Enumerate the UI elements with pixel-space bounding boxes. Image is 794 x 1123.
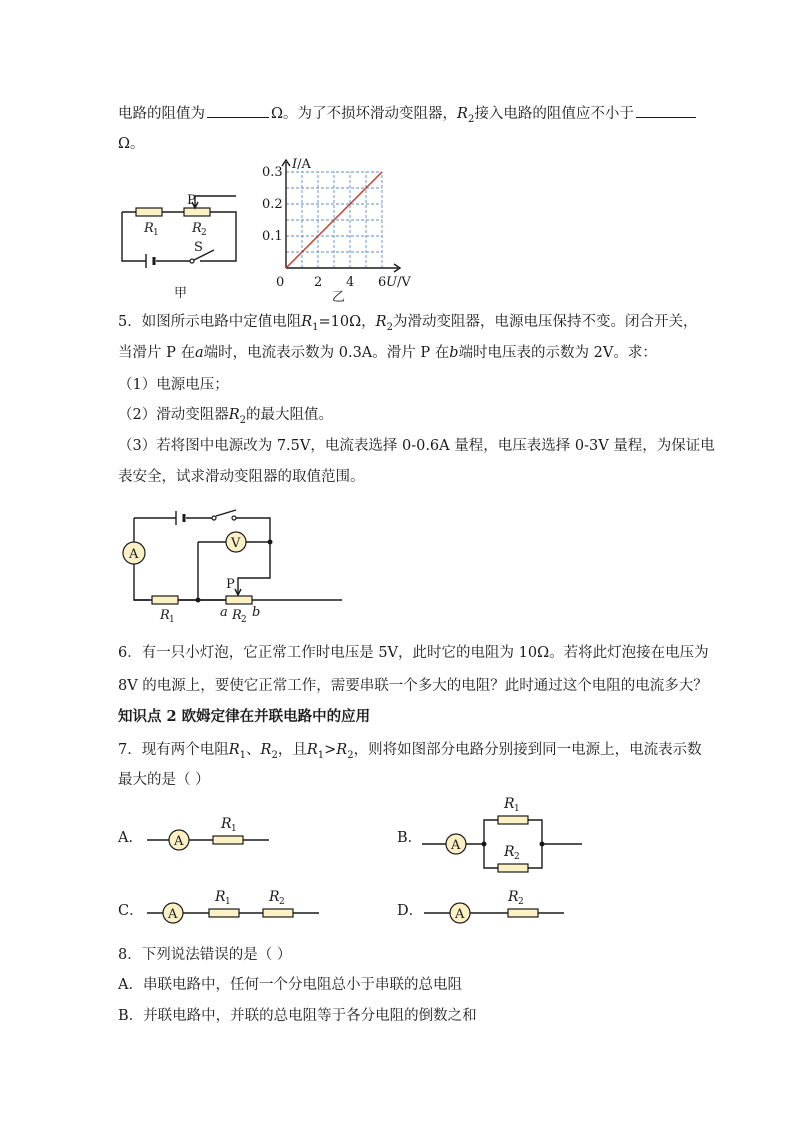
label-r2: R <box>504 844 515 860</box>
q6-line2: 8V 的电源上，要使它正常工作，需要串联一个多大的电阻？此时通过这个电阻的电流多大？ <box>118 678 708 694</box>
label-r2: R <box>269 889 280 905</box>
label-r1-sub: 1 <box>169 615 175 625</box>
answer-blank-1[interactable] <box>207 104 269 118</box>
x-tick-label: 0 <box>276 275 285 290</box>
label-r2: R <box>508 889 519 905</box>
q7-line2: 最大的是（ ） <box>118 772 210 788</box>
option-b-label[interactable]: B． <box>397 830 423 846</box>
x-tick-label: 6 <box>378 275 387 290</box>
option-d-circuit <box>424 884 569 926</box>
answer-blank-2[interactable] <box>636 104 696 118</box>
q8-stem: 8．下列说法错误的是（ ） <box>118 947 292 963</box>
label-r1: R <box>504 796 515 812</box>
resistor-r2 <box>508 909 538 917</box>
option-c-circuit <box>145 884 325 926</box>
x-tick-label: 4 <box>346 275 355 290</box>
q5-stem-line1: 5．如图所示电路中定值电阻$R_1=10\Omega$，$R_2$为滑动变阻器，电源电压保持不变。闭合开关， <box>118 314 698 333</box>
slider-label-p: P <box>226 577 235 592</box>
label-r1: R <box>144 221 154 236</box>
resistor-r1 <box>213 836 243 844</box>
ammeter-label: A <box>455 907 465 922</box>
option-a-label[interactable]: A． <box>118 830 143 846</box>
label-r1-sub: 1 <box>153 228 159 238</box>
slide-rheostat-r2 <box>226 596 252 604</box>
q5-sub1: （1）电源电压； <box>118 377 229 393</box>
ammeter-label: A <box>451 838 461 853</box>
ammeter-label: A <box>168 907 178 922</box>
q4-text-line1: 电路的阻值为 Ω。为了不损坏滑动变阻器，$R_2$接入电路的阻值应不小于 <box>118 104 698 130</box>
option-b-circuit <box>420 790 590 882</box>
q8-option-a[interactable]: A．串联电路中，任何一个分电阻总小于串联的总电阻 <box>118 977 462 993</box>
voltmeter-label: V <box>231 536 241 551</box>
q6-line1: 6．有一只小灯泡，它正常工作时电压是 5V，此时它的电阻为 10Ω。若将此灯泡接在电压为 <box>118 645 709 661</box>
resistor-r1 <box>136 208 162 216</box>
label-r1: R <box>160 608 170 623</box>
switch-label-s: S <box>194 240 203 255</box>
q5-stem-line2: 当滑片 P 在a端时，电流表示数为 0.3A。滑片 P 在b端时电压表的示数为 2V。求： <box>118 345 657 361</box>
q4-text-line2: Ω。 <box>118 136 145 152</box>
x-tick-label: 2 <box>314 275 323 290</box>
option-a-circuit <box>145 812 275 854</box>
option-c-label[interactable]: C． <box>118 903 144 919</box>
ammeter-label: A <box>129 547 139 562</box>
q5-circuit-diagram <box>118 504 278 626</box>
y-tick-label: 0.3 <box>262 165 283 180</box>
iv-graph <box>258 156 428 304</box>
q7-line1: 7．现有两个电阻$R_1$、$R_2$，且$R_1>R_2$，则将如图部分电路分别接到同一电源上，电流表示数 <box>118 742 702 761</box>
slide-rheostat-r2 <box>184 208 210 216</box>
label-r2: R <box>232 608 242 623</box>
resistor-r2 <box>263 909 293 917</box>
resistor-r1 <box>498 816 528 824</box>
q5-sub3-line1: （3）若将图中电源改为 7.5V，电流表选择 0-0.6A 量程，电压表选择 0-3V 量程，为保证电 <box>118 438 715 454</box>
label-r1: R <box>215 889 226 905</box>
label-r1: R <box>221 816 232 832</box>
q5-sub3-line2: 表安全，试求滑动变阻器的取值范围。 <box>118 469 365 485</box>
label-r1-sub: 1 <box>225 897 231 907</box>
label-r2-sub: 2 <box>518 897 524 907</box>
y-axis-label: I/A <box>292 157 311 172</box>
figure-caption-yi: 乙 <box>332 290 346 305</box>
section-heading: 知识点 2 欧姆定律在并联电路中的应用 <box>118 708 371 725</box>
slider-label-p: P <box>187 193 196 208</box>
q5-sub2: （2）滑动变阻器$R_2$的最大阻值。 <box>118 407 334 426</box>
label-r1-sub: 1 <box>514 804 520 814</box>
label-r2-sub: 2 <box>241 615 247 625</box>
terminal-b-label: b <box>252 605 261 620</box>
y-tick-label: 0.1 <box>262 229 283 244</box>
label-r2: R <box>192 221 202 236</box>
resistor-r1 <box>152 596 178 604</box>
label-r2-sub: 2 <box>201 228 207 238</box>
label-r2-sub: 2 <box>514 852 520 862</box>
resistor-r1 <box>209 909 239 917</box>
resistor-r2 <box>498 864 528 872</box>
x-axis-label: U/V <box>386 275 411 290</box>
label-r1-sub: 1 <box>231 824 237 834</box>
ammeter-label: A <box>174 834 184 849</box>
terminal-a-label: a <box>220 605 228 620</box>
option-d-label[interactable]: D． <box>397 903 424 919</box>
q4-circuit-diagram <box>118 180 248 301</box>
q8-option-b[interactable]: B．并联电路中，并联的总电阻等于各分电阻的倒数之和 <box>118 1008 477 1024</box>
label-r2-sub: 2 <box>279 897 285 907</box>
figure-caption-jia: 甲 <box>174 286 188 301</box>
y-tick-label: 0.2 <box>262 197 283 212</box>
